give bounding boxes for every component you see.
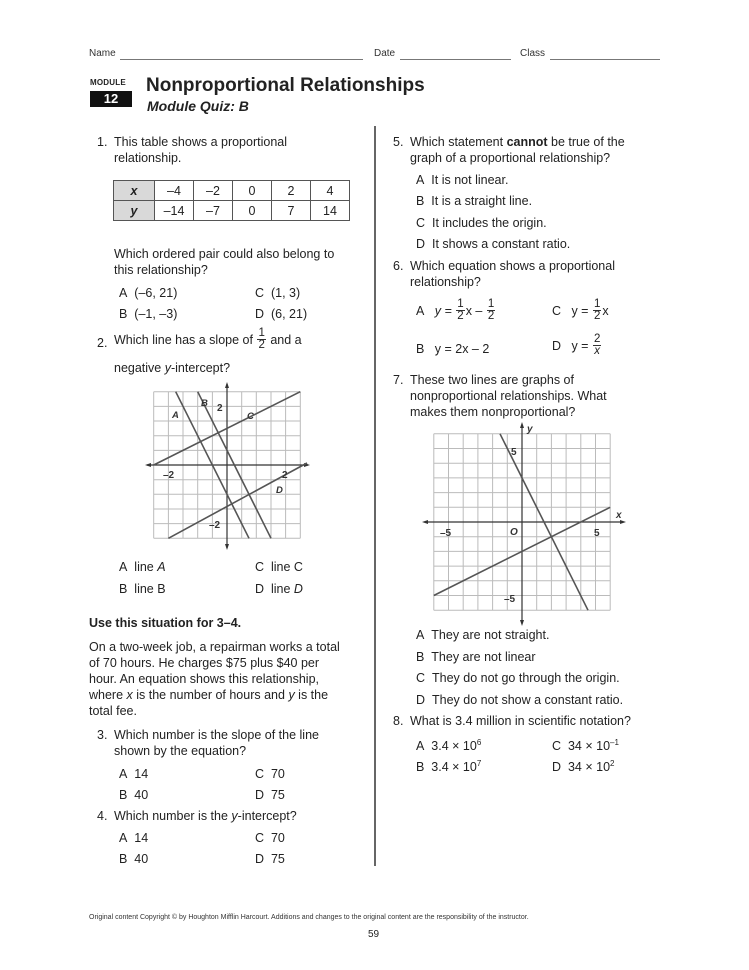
option-text: 3.4 × 10: [431, 760, 477, 775]
tick-label: 2: [282, 470, 288, 481]
frac-denominator: 2: [593, 310, 601, 322]
option-letter: C: [416, 216, 426, 230]
option-letter: B: [416, 650, 425, 664]
frac-denominator: 2: [258, 339, 265, 351]
q2-option-b[interactable]: [119, 581, 166, 597]
option-text: line B: [134, 582, 166, 596]
y-axis-label: y: [527, 424, 533, 435]
option-text: 70: [270, 767, 285, 781]
situation-heading: Use this situation for 3–4.: [89, 616, 242, 630]
option-text: D: [293, 582, 303, 596]
q6-number: 6.: [393, 259, 404, 273]
page-number: 59: [368, 929, 380, 940]
q1-option-a[interactable]: [119, 285, 177, 301]
text: -intercept?: [237, 809, 297, 823]
q4-option-a[interactable]: [119, 830, 148, 846]
table-cell: –4: [155, 181, 194, 201]
option-letter: A: [416, 173, 425, 187]
option-text: y = 2x – 2: [434, 342, 490, 356]
q2-option-c[interactable]: [255, 559, 303, 575]
equation-lhs: y =: [434, 303, 452, 318]
q5-option-b[interactable]: [416, 193, 532, 209]
q1-option-b[interactable]: [119, 306, 177, 322]
frac-numerator: 2: [593, 333, 601, 345]
tick-label: –5: [440, 528, 452, 539]
frac-numerator: 1: [258, 327, 265, 339]
class-field[interactable]: [550, 59, 660, 60]
option-letter: C: [255, 767, 265, 781]
q3-number: 3.: [97, 728, 108, 742]
line-label-b: B: [201, 398, 208, 409]
q8-text: What is 3.4 million in scientific notation?: [410, 714, 631, 728]
table-cell: 4: [311, 181, 350, 201]
option-text: They do not go through the origin.: [431, 671, 620, 685]
q7-option-b[interactable]: [416, 649, 536, 665]
option-text: (6, 21): [270, 307, 308, 321]
q1-prompt-line1: Which ordered pair could also belong to: [114, 247, 335, 261]
text: where: [89, 688, 127, 702]
option-letter: C: [255, 560, 265, 574]
table-row-y: [114, 201, 350, 221]
line-label-c: C: [247, 411, 254, 422]
frac-numerator: 1: [457, 298, 464, 310]
q2-number: 2.: [97, 336, 108, 350]
q1-option-c[interactable]: [255, 285, 300, 301]
q7-graph: [422, 422, 626, 626]
text: y: [288, 688, 295, 702]
option-letter: B: [119, 852, 128, 866]
q7-text-line1: These two lines are graphs of: [410, 373, 574, 387]
text: is the number of hours and: [132, 688, 289, 702]
frac-denominator: 2: [457, 310, 464, 322]
option-letter: B: [416, 194, 425, 208]
date-label: Date: [374, 48, 396, 59]
q5-number: 5.: [393, 135, 404, 149]
q2-text-line2: [114, 360, 230, 376]
option-text: 75: [270, 788, 285, 802]
option-letter: A: [119, 286, 128, 300]
q3-option-b[interactable]: [119, 787, 148, 803]
option-text: It is a straight line.: [431, 194, 533, 208]
tick-label: –2: [209, 520, 221, 531]
option-letter: C: [552, 739, 562, 754]
option-letter: C: [255, 286, 265, 300]
frac-numerator: 1: [593, 298, 601, 310]
option-letter: A: [119, 560, 128, 574]
q5-text: [410, 134, 625, 166]
line-label-d: D: [276, 485, 283, 496]
option-text: 70: [270, 831, 285, 845]
q8-option-d[interactable]: [552, 756, 615, 775]
situation-line: of 70 hours. He charges $75 plus $40 per: [89, 656, 320, 670]
option-letter: A: [119, 767, 128, 781]
equation-lhs: y =: [571, 338, 589, 353]
table-cell: 0: [233, 181, 272, 201]
q3-text: [114, 727, 319, 759]
fraction: [593, 334, 601, 357]
option-text: (–1, –3): [134, 307, 178, 321]
fraction: [593, 299, 601, 322]
q1-text-line2: relationship.: [114, 151, 182, 165]
line-label-a: A: [172, 410, 179, 421]
option-text: line: [270, 582, 294, 596]
name-label: Name: [89, 48, 116, 59]
q3-option-a[interactable]: [119, 766, 148, 782]
table-header-y: y: [114, 201, 155, 221]
table-cell: 0: [233, 201, 272, 221]
page-title: Nonproportional Relationships: [146, 75, 425, 96]
q2-text-before: Which line has a slope of: [114, 332, 253, 347]
tick-label: –2: [163, 470, 175, 481]
q1-number: 1.: [97, 135, 108, 149]
text: be true of the: [547, 135, 625, 149]
q1-prompt: [114, 246, 334, 278]
x-axis-label: x: [616, 510, 622, 521]
text: Which statement: [410, 135, 507, 149]
option-letter: B: [416, 760, 425, 775]
equation-mid: x –: [465, 303, 483, 318]
option-text: It is not linear.: [431, 173, 509, 187]
q5-text-line2: graph of a proportional relationship?: [410, 151, 611, 165]
fraction: [487, 299, 495, 322]
q3-option-d[interactable]: [255, 787, 285, 803]
q3-text-line2: shown by the equation?: [114, 744, 247, 758]
q8-option-c[interactable]: [552, 735, 619, 754]
table-header-x: x: [114, 181, 155, 201]
q2-text-after: and a: [270, 332, 302, 347]
tick-label: 5: [594, 528, 600, 539]
option-text: line: [134, 560, 158, 574]
q7-number: 7.: [393, 373, 404, 387]
fraction: [456, 299, 464, 322]
text: -intercept?: [170, 361, 231, 375]
text: x: [126, 688, 133, 702]
option-text: 34 × 10: [567, 760, 611, 775]
option-letter: B: [119, 788, 128, 802]
q6-option-b[interactable]: [416, 341, 489, 357]
option-letter: D: [416, 237, 426, 251]
option-letter: C: [416, 671, 426, 685]
option-text: They are not straight.: [431, 628, 550, 642]
option-text: 14: [134, 767, 149, 781]
text: is the: [294, 688, 329, 702]
q1-table: [113, 180, 350, 221]
option-text: A: [157, 560, 166, 574]
class-label: Class: [520, 48, 546, 59]
option-text: 14: [134, 831, 149, 845]
situation-line: hour. An equation shows this relationship,: [89, 672, 320, 686]
q2-text-line1: [114, 328, 302, 351]
q7-text-line2: nonproportional relationships. What: [410, 389, 607, 403]
table-cell: 2: [272, 181, 311, 201]
option-text: They are not linear: [431, 650, 536, 664]
q6-option-d[interactable]: [552, 334, 602, 357]
module-label: MODULE: [90, 78, 126, 87]
equation-lhs: y =: [571, 303, 589, 318]
origin-label: O: [510, 527, 518, 538]
q4-number: 4.: [97, 809, 108, 823]
tick-label: 5: [511, 447, 517, 458]
option-text: (–6, 21): [134, 286, 178, 300]
option-letter: C: [552, 303, 562, 318]
q4-option-b[interactable]: [119, 851, 148, 867]
option-letter: B: [119, 307, 128, 321]
option-text: They do not show a constant ratio.: [431, 693, 624, 707]
option-text: 34 × 10: [567, 739, 611, 754]
option-text: It shows a constant ratio.: [431, 237, 571, 251]
q1-option-d[interactable]: [255, 306, 307, 322]
situation-line: On a two-week job, a repairman works a total: [89, 640, 340, 654]
q4-text: [114, 808, 297, 824]
option-text: It includes the origin.: [431, 216, 547, 230]
option-letter: D: [552, 338, 562, 353]
option-text: 40: [134, 852, 149, 866]
option-letter: C: [255, 831, 265, 845]
text: y: [231, 809, 238, 823]
option-text: (1, 3): [270, 286, 301, 300]
q3-option-c[interactable]: [255, 766, 285, 782]
situation-line: [89, 687, 340, 703]
option-letter: D: [255, 307, 265, 321]
q2-graph: [145, 382, 310, 550]
option-letter: A: [416, 303, 425, 318]
exponent: –1: [610, 738, 619, 747]
q8-option-a[interactable]: [416, 735, 481, 754]
date-field[interactable]: [400, 59, 511, 60]
option-letter: A: [416, 739, 425, 754]
q8-option-b[interactable]: [416, 756, 481, 775]
q2-fraction: [257, 328, 265, 351]
q3-text-line1: Which number is the slope of the line: [114, 728, 319, 742]
table-cell: 7: [272, 201, 311, 221]
option-text: 75: [270, 852, 285, 866]
module-number: 12: [90, 91, 132, 107]
situation-line: total fee.: [89, 704, 137, 718]
option-letter: D: [255, 852, 265, 866]
exponent: 6: [476, 738, 482, 747]
text: negative: [114, 361, 165, 375]
exponent: 7: [476, 759, 482, 768]
option-text: 3.4 × 10: [431, 739, 477, 754]
q1-text: [114, 134, 287, 166]
frac-numerator: 1: [487, 298, 495, 310]
frac-denominator: x: [594, 345, 601, 357]
axes: [425, 425, 623, 623]
name-field[interactable]: [120, 59, 363, 60]
exponent: 2: [610, 759, 615, 768]
q5-option-d[interactable]: [416, 236, 570, 252]
option-text: line C: [270, 560, 303, 574]
text: cannot: [506, 135, 548, 149]
option-letter: D: [552, 760, 562, 775]
q6-text: [410, 258, 615, 290]
frac-denominator: 2: [487, 310, 495, 322]
tick-label: 2: [217, 403, 223, 414]
q6-text-line1: Which equation shows a proportional: [410, 259, 615, 273]
q7-option-a[interactable]: [416, 627, 549, 643]
q4-option-d[interactable]: [255, 851, 285, 867]
option-letter: A: [119, 831, 128, 845]
option-letter: A: [416, 628, 425, 642]
situation-text: [89, 639, 340, 719]
q6-text-line2: relationship?: [410, 275, 481, 289]
q5-text-line1: [410, 134, 625, 150]
tick-label: –5: [504, 594, 516, 605]
q6-option-a[interactable]: [416, 299, 496, 322]
q2-option-d[interactable]: [255, 581, 303, 597]
copyright-notice: Original content Copyright © by Houghton Mifflin Harcourt. Additions and changes to the original content are the responsibility of the instructor.: [89, 914, 529, 921]
option-letter: D: [255, 788, 265, 802]
text: Which number is the: [114, 809, 232, 823]
option-letter: D: [416, 693, 426, 707]
option-letter: D: [255, 582, 265, 596]
table-cell: –2: [194, 181, 233, 201]
option-letter: B: [119, 582, 128, 596]
q7-option-d[interactable]: [416, 692, 623, 708]
q6-option-c[interactable]: [552, 299, 609, 322]
q1-prompt-line2: this relationship?: [114, 263, 208, 277]
q2-option-a[interactable]: [119, 559, 166, 575]
q4-option-c[interactable]: [255, 830, 285, 846]
q1-text-line1: This table shows a proportional: [114, 135, 288, 149]
option-letter: B: [416, 342, 425, 356]
option-text: 40: [134, 788, 149, 802]
text: y: [164, 361, 171, 375]
equation-post: x: [602, 303, 609, 318]
q8-number: 8.: [393, 714, 404, 728]
column-divider: [374, 126, 376, 866]
q7-option-c[interactable]: [416, 670, 620, 686]
table-row-x: [114, 181, 350, 201]
q5-option-c[interactable]: [416, 215, 547, 231]
q7-text: [410, 372, 607, 420]
q5-option-a[interactable]: [416, 172, 508, 188]
q7-text-line3: makes them nonproportional?: [410, 405, 576, 419]
table-cell: –7: [194, 201, 233, 221]
page-subtitle: Module Quiz: B: [147, 98, 249, 114]
table-cell: 14: [311, 201, 350, 221]
table-cell: –14: [155, 201, 194, 221]
